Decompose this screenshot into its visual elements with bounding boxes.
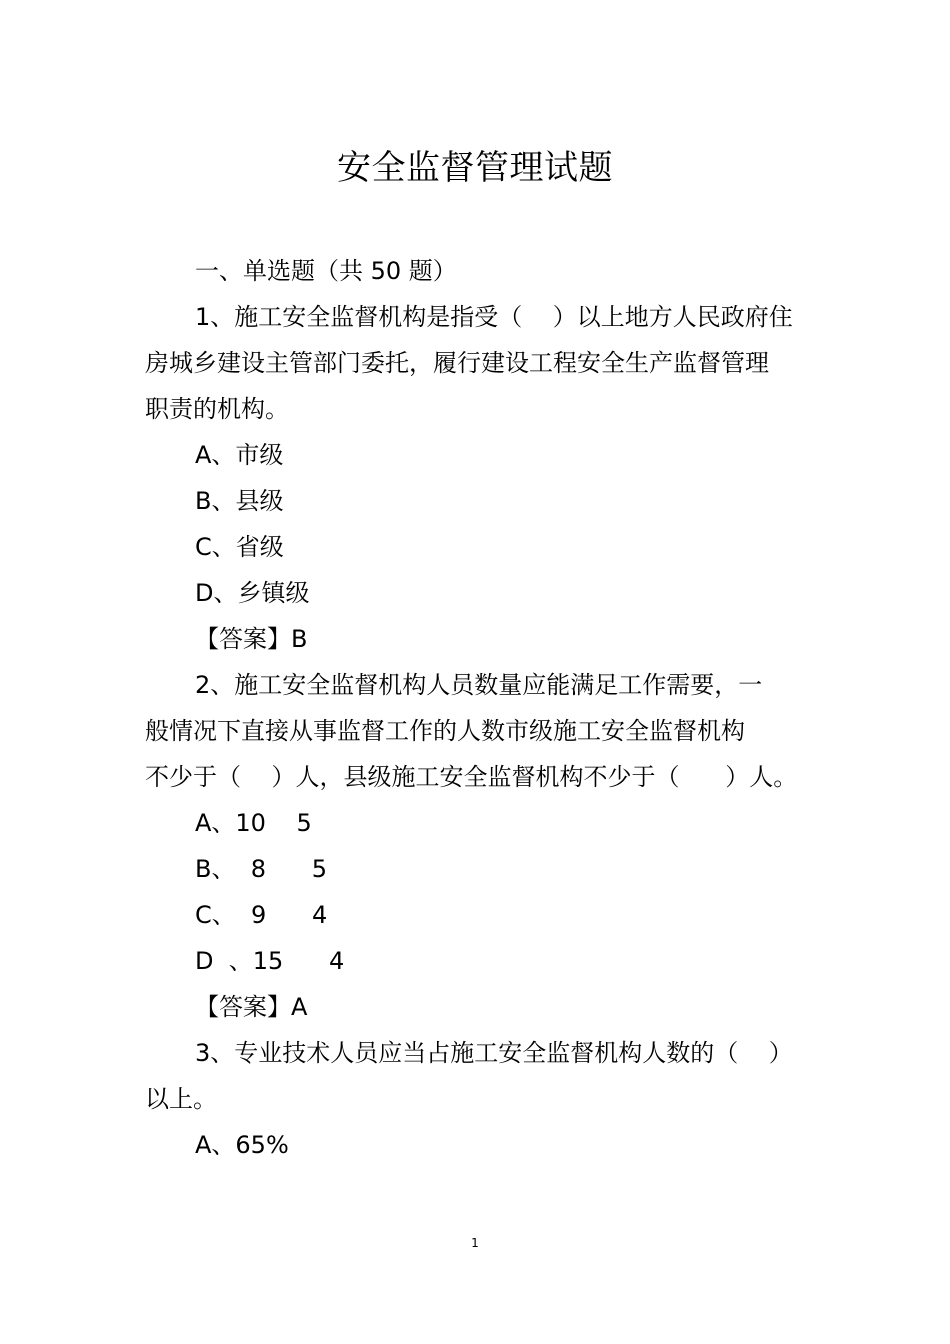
question-1-option-d: D、乡镇级 bbox=[195, 579, 310, 607]
question-1-option-c: C、省级 bbox=[195, 533, 284, 561]
question-1-line-2: 房城乡建设主管部门委托，履行建设工程安全生产监督管理 bbox=[145, 349, 769, 377]
question-2-option-d: D 、15 4 bbox=[195, 947, 345, 975]
question-2-line-1: 2、施工安全监督机构人员数量应能满足工作需要，一 bbox=[195, 671, 763, 699]
question-3-option-a: A、65% bbox=[195, 1131, 289, 1159]
section-heading: 一、单选题（共 50 题） bbox=[195, 257, 457, 285]
question-2-answer: 【答案】A bbox=[195, 993, 308, 1021]
question-2-line-2: 般情况下直接从事监督工作的人数市级施工安全监督机构 bbox=[145, 717, 745, 745]
question-2-option-c: C、 9 4 bbox=[195, 901, 328, 929]
question-2-line-3: 不少于（ ）人，县级施工安全监督机构不少于（ ）人。 bbox=[145, 763, 798, 791]
page-number: 1 bbox=[471, 1236, 479, 1250]
question-2-option-b: B、 8 5 bbox=[195, 855, 328, 883]
question-1-option-a: A、市级 bbox=[195, 441, 284, 469]
question-3-line-1: 3、专业技术人员应当占施工安全监督机构人数的（ ） bbox=[195, 1039, 793, 1067]
question-1-line-3: 职责的机构。 bbox=[145, 395, 289, 423]
question-3-line-2: 以上。 bbox=[145, 1085, 217, 1113]
question-1-answer: 【答案】B bbox=[195, 625, 308, 653]
question-1-option-b: B、县级 bbox=[195, 487, 284, 515]
document-body bbox=[145, 248, 810, 1168]
question-2-option-a: A、10 5 bbox=[195, 809, 312, 837]
question-1-line-1: 1、施工安全监督机构是指受（ ）以上地方人民政府住 bbox=[195, 303, 793, 331]
document-title: 安全监督管理试题 bbox=[337, 148, 613, 188]
